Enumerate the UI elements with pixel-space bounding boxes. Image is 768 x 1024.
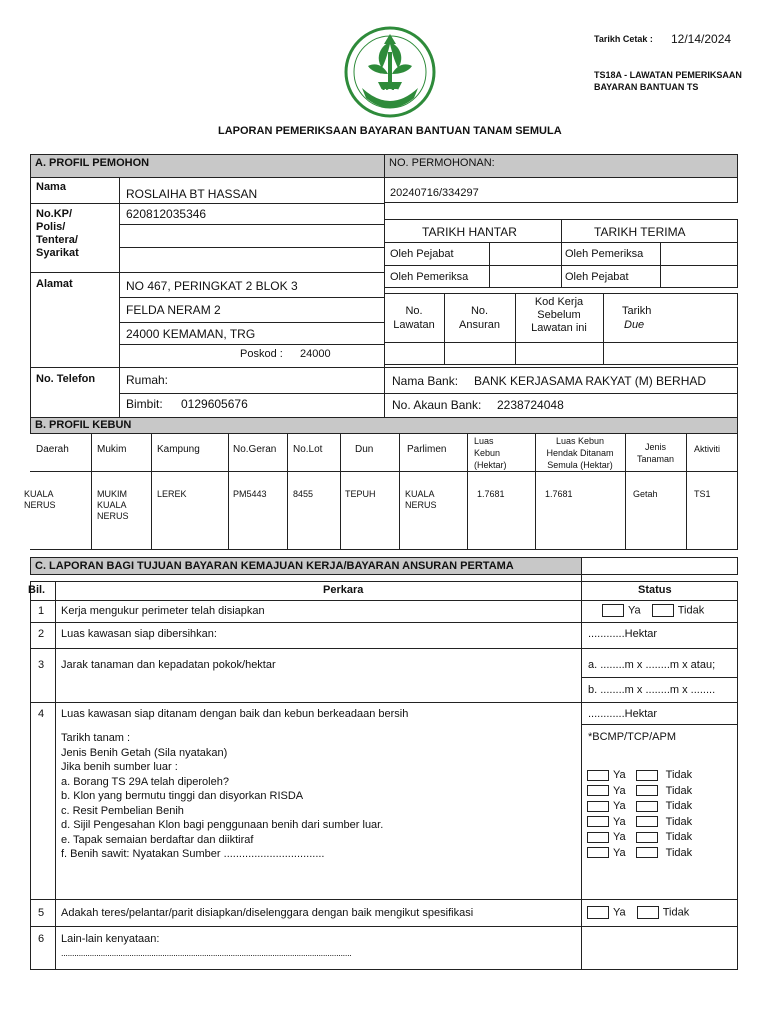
app-no-value: 20240716/334297: [390, 187, 479, 199]
poskod-value: 24000: [300, 348, 331, 360]
item-2-no: 2: [38, 628, 45, 640]
ya-label: Ya: [628, 604, 641, 617]
sub-d-tidak-checkbox[interactable]: [636, 816, 658, 827]
cell-daerah: KUALA NERUS: [24, 489, 56, 510]
item-2-text: Luas kawasan siap dibersihkan:: [61, 628, 217, 640]
bank-value: BANK KERJASAMA RAKYAT (M) BERHAD: [474, 374, 707, 388]
bank-label: Nama Bank:: [392, 374, 459, 388]
poskod-label: Poskod :: [240, 348, 283, 360]
item-5-ya-checkbox[interactable]: [587, 906, 609, 919]
sub-e-tidak-checkbox[interactable]: [636, 832, 658, 843]
nama-value: ROSLAIHA BT HASSAN: [126, 187, 258, 201]
col-luas: Luas Kebun (Hektar): [474, 436, 507, 470]
sub-d-ya-checkbox[interactable]: [587, 816, 609, 827]
cell-luas: 1.7681: [477, 489, 505, 499]
rumah-label: Rumah:: [126, 373, 169, 387]
terima-oleh-pemeriksa: Oleh Pemeriksa: [565, 248, 644, 260]
hantar-oleh-pejabat: Oleh Pejabat: [390, 248, 454, 260]
alamat-line-2: FELDA NERAM 2: [126, 303, 221, 317]
tidak-label: Tidak: [677, 604, 705, 617]
bimbit-value: 0129605676: [181, 397, 248, 411]
cell-luas-hendak: 1.7681: [545, 489, 573, 499]
item-1-ya-checkbox[interactable]: [602, 604, 624, 617]
risda-logo: [338, 22, 442, 122]
item-4-details: Tarikh tanam : Jenis Benih Getah (Sila nyatakan) Jika benih sumber luar : a. Borang TS 29A telah diperoleh? b. Klon yang bermutu tinggi dan disyorkan RISDA c. Resit Pembelian Benih d. Sijil Pengesahan Klon bagi penggunaan benih dari sumber luar. e. Tapak semaian berdaftar dan diiktiraf f. Benih sawit: Nyatakan Sumber .................................: [61, 732, 384, 860]
print-label: Tarikh Cetak :: [594, 34, 653, 44]
cell-kampung: LEREK: [157, 489, 187, 499]
sub-f-ya-checkbox[interactable]: [587, 847, 609, 858]
item-5-text: Adakah teres/pelantar/parit disiapkan/diselenggara dengan baik mengikut spesifikasi: [61, 907, 474, 919]
alamat-line-3: 24000 KEMAMAN, TRG: [126, 327, 256, 341]
section-b-title: B. PROFIL KEBUN: [30, 417, 738, 434]
item-4-checkbox-list: Ya Tidak Ya Tidak Ya Tidak Ya Tidak Ya Tidak Ya Tidak: [587, 768, 692, 861]
cell-dun: TEPUH: [345, 489, 376, 499]
tarikh-hantar: TARIKH HANTAR: [422, 225, 517, 239]
tarikh-terima: TARIKH TERIMA: [594, 225, 686, 239]
item-1-status: [602, 604, 704, 617]
item-4-text: Luas kawasan siap ditanam dengan baik dan kebun berkeadaan bersih: [61, 708, 409, 720]
item-3-status-b[interactable]: b. ........m x ........m x ........: [588, 684, 716, 696]
item-6-text: Lain-lain kenyataan:: [61, 933, 160, 945]
form-code-line-2: BAYARAN BANTUAN TS: [594, 82, 699, 92]
item-2-status[interactable]: ............Hektar: [588, 628, 658, 640]
telefon-label: No. Telefon: [36, 373, 96, 385]
cell-aktiviti: TS1: [694, 489, 711, 499]
nokp-value: 620812035346: [126, 207, 207, 221]
col-perkara: Perkara: [323, 584, 364, 596]
item-6-no: 6: [38, 933, 45, 945]
col-geran: No.Geran: [233, 444, 277, 455]
sub-c-ya-checkbox[interactable]: [587, 801, 609, 812]
tarikh-due-header: Tarikh Due: [622, 305, 652, 331]
item-1-no: 1: [38, 605, 45, 617]
sub-f-tidak-checkbox[interactable]: [636, 847, 658, 858]
cell-mukim: MUKIM KUALA NERUS: [97, 489, 129, 521]
nama-label: Nama: [36, 181, 66, 193]
item-1-text: Kerja mengukur perimeter telah disiapkan: [61, 605, 265, 617]
item-3-no: 3: [38, 659, 45, 671]
cell-lot: 8455: [293, 489, 314, 499]
item-4-no: 4: [38, 708, 45, 720]
cell-geran: PM5443: [233, 489, 267, 499]
col-status: Status: [638, 584, 672, 596]
col-jenis: Jenis Tanaman: [636, 442, 675, 464]
item-6-dots[interactable]: ....................................................................................................................................: [61, 948, 352, 958]
col-mukim: Mukim: [97, 444, 127, 455]
print-date: 12/14/2024: [671, 32, 732, 46]
col-daerah: Daerah: [36, 444, 69, 455]
cell-jenis: Getah: [633, 489, 658, 499]
item-4-benih-status[interactable]: *BCMP/TCP/APM: [588, 731, 677, 743]
hantar-oleh-pemeriksa: Oleh Pemeriksa: [390, 271, 469, 283]
item-1-tidak-checkbox[interactable]: [652, 604, 674, 617]
section-a-title: A. PROFIL PEMOHON: [30, 154, 385, 178]
sub-b-ya-checkbox[interactable]: [587, 785, 609, 796]
item-5-tidak-checkbox[interactable]: [637, 906, 659, 919]
no-ansuran-header: No. Ansuran: [459, 305, 500, 331]
sub-b-tidak-checkbox[interactable]: [636, 785, 658, 796]
alamat-label: Alamat: [36, 278, 73, 290]
bimbit-label: Bimbit:: [126, 397, 163, 411]
item-3-status-a[interactable]: a. ........m x ........m x atau;: [588, 659, 716, 671]
logo-text: RISDA: [376, 88, 408, 99]
cell-parlimen: KUALA NERUS: [405, 489, 437, 510]
col-bil: Bil.: [28, 584, 46, 596]
col-luas-hendak: Luas Kebun Hendak Ditanam Semula (Hektar): [546, 436, 614, 470]
sub-e-ya-checkbox[interactable]: [587, 832, 609, 843]
col-kampung: Kampung: [157, 444, 200, 455]
page-title: LAPORAN PEMERIKSAAN BAYARAN BANTUAN TANAM SEMULA: [218, 125, 562, 137]
kod-kerja-header: Kod Kerja Sebelum Lawatan ini: [531, 296, 587, 334]
nokp-label: No.KP/ Polis/ Tentera/ Syarikat: [36, 208, 79, 259]
item-5-no: 5: [38, 907, 45, 919]
form-code-line-1: TS18A - LAWATAN PEMERIKSAAN: [594, 70, 742, 80]
terima-oleh-pejabat: Oleh Pejabat: [565, 271, 629, 283]
akaun-label: No. Akaun Bank:: [392, 398, 482, 412]
item-3-text: Jarak tanaman dan kepadatan pokok/hektar: [61, 659, 276, 671]
akaun-value: 2238724048: [497, 398, 564, 412]
col-dun: Dun: [355, 444, 374, 455]
item-4-status[interactable]: ............Hektar: [588, 708, 658, 720]
sub-a-tidak-checkbox[interactable]: [636, 770, 658, 781]
app-no-header: NO. PERMOHONAN:: [384, 154, 738, 178]
alamat-line-1: NO 467, PERINGKAT 2 BLOK 3: [126, 279, 298, 293]
section-c-status-head-cell: [581, 557, 738, 575]
item-5-status: Ya Tidak: [587, 906, 689, 919]
col-parlimen: Parlimen: [407, 444, 447, 455]
sub-a-ya-checkbox[interactable]: [587, 770, 609, 781]
sub-c-tidak-checkbox[interactable]: [636, 801, 658, 812]
col-aktiviti: Aktiviti: [694, 444, 721, 454]
section-c-title: C. LAPORAN BAGI TUJUAN BAYARAN KEMAJUAN KERJA/BAYARAN ANSURAN PERTAMA: [30, 557, 582, 575]
no-lawatan-header: No. Lawatan: [393, 305, 435, 331]
col-lot: No.Lot: [293, 444, 323, 455]
